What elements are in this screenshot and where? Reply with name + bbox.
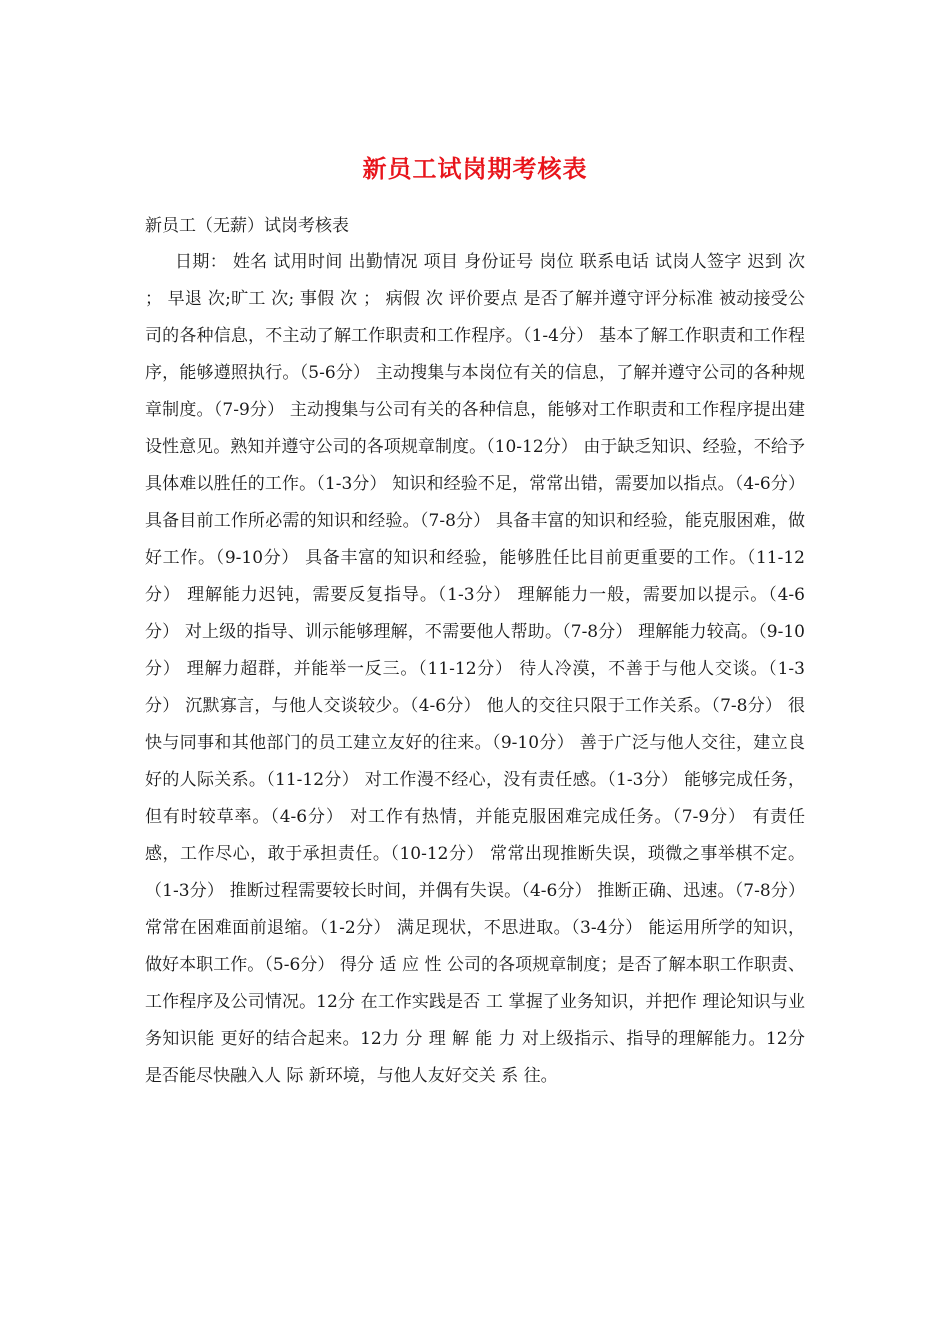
document-title: 新员工试岗期考核表 (362, 154, 588, 183)
document-subtitle: 新员工（无薪）试岗考核表 (145, 216, 349, 236)
document-page (145, 150, 805, 1095)
document-body: 日期： 姓名 试用时间 出勤情况 项目 身份证号 岗位 联系电话 试岗人签字 迟到 次 ； 早退 次;旷工 次; 事假 次 ； 病假 次 评价要点 是否了解并遵守评分标准 被动接受公司的各种信息，不主动了解工作职责和工作程序。（1-4分） 基本了解工作职责和工作程序，能够遵照执行。（5-6分） 主动搜集与本岗位有关的信息，了解并遵守公司的各种规章制度。（7-9分） 主动搜集与公司有关的各种信息，能够对工作职责和工作程序提出建设性意见。熟知并遵守公司的各项规章制度。（10-12分） 由于缺乏知识、经验，不给予具体难以胜任的工作。（1-3分） 知识和经验不足，常常出错，需要加以指点。（4-6分） 具备目前工作所必需的知识和经验。（7-8分） 具备丰富的知识和经验，能克服困难，做好工作。（9-10分） 具备丰富的知识和经验，能够胜任比目前更重要的工作。（11-12分） 理解能力迟钝，需要反复指导。（1-3分） 理解能力一般，需要加以提示。（4-6分） 对上级的指导、训示能够理解，不需要他人帮助。（7-8分） 理解能力较高。（9-10分） 理解力超群，并能举一反三。（11-12分） 待人冷漠，不善于与他人交谈。（1-3分） 沉默寡言，与他人交谈较少。（4-6分） 他人的交往只限于工作关系。（7-8分） 很快与同事和其他部门的员工建立友好的往来。（9-10分） 善于广泛与他人交往，建立良好的人际关系。（11-12分） 对工作漫不经心，没有责任感。（1-3分） 能够完成任务，但有时较草率。（4-6分） 对工作有热情，并能克服困难完成任务。（7-9分） 有责任感，工作尽心，敢于承担责任。（10-12分） 常常出现推断失误，琐微之事举棋不定。（1-3分） 推断过程需要较长时间，并偶有失误。（4-6分） 推断正确、迅速。（7-8分） 常常在困难面前退缩。（1-2分） 满足现状，不思进取。（3-4分） 能运用所学的知识，做好本职工作。（5-6分） 得分 适 应 性 公司的各项规章制度；是否了解本职工作职责、工作程序及公司情况。12分 在工作实践是否 工 掌握了业务知识，并把作 理论知识与业务知识能 更好的结合起来。12力 分 理 解 能 力 对上级指示、指导的理解能力。12分 是否能尽快融入人 际 新环境，与他人友好交关 系 往。 (145, 252, 805, 1086)
